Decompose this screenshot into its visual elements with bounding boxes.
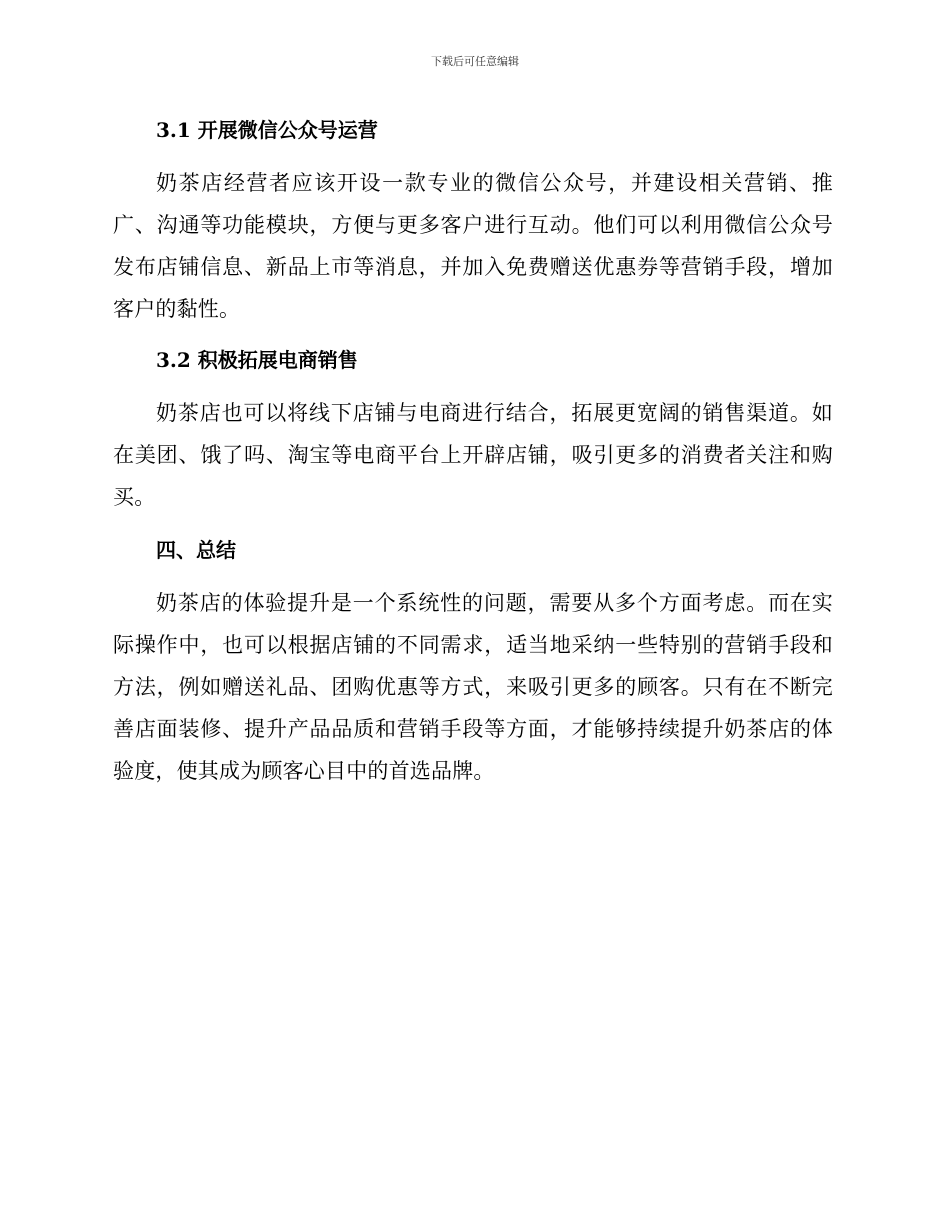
section-paragraph-summary: 奶茶店的体验提升是一个系统性的问题，需要从多个方面考虑。而在实际操作中，也可以根据店铺的不同需求，适当地采纳一些特别的营销手段和方法，例如赠送礼品、团购优惠等方式，来吸引更多的顾客。只有在不断完善店面装修、提升产品品质和营销手段等方面，才能够持续提升奶茶店的体验度，使其成为顾客心目中的首选品牌。 [113,591,833,783]
section-paragraph-wechat: 奶茶店经营者应该开设一款专业的微信公众号，并建设相关营销、推广、沟通等功能模块，方便与更多客户进行互动。他们可以利用微信公众号发布店铺信息、新品上市等消息，并加入免费赠送优惠券等营销手段，增加客户的黏性。 [113,171,833,321]
section-paragraph-ecommerce: 奶茶店也可以将线下店铺与电商进行结合，拓展更宽阔的销售渠道。如在美团、饿了吗、淘宝等电商平台上开辟店铺，吸引更多的消费者关注和购买。 [113,401,833,509]
section-heading-summary: 四、总结 [156,538,236,562]
section-heading-ecommerce: 3.2 积极拓展电商销售 [156,348,358,372]
section-heading-wechat: 3.1 开展微信公众号运营 [156,118,378,142]
document-body [113,112,833,792]
page-header-note: 下载后可任意编辑 [431,55,519,68]
